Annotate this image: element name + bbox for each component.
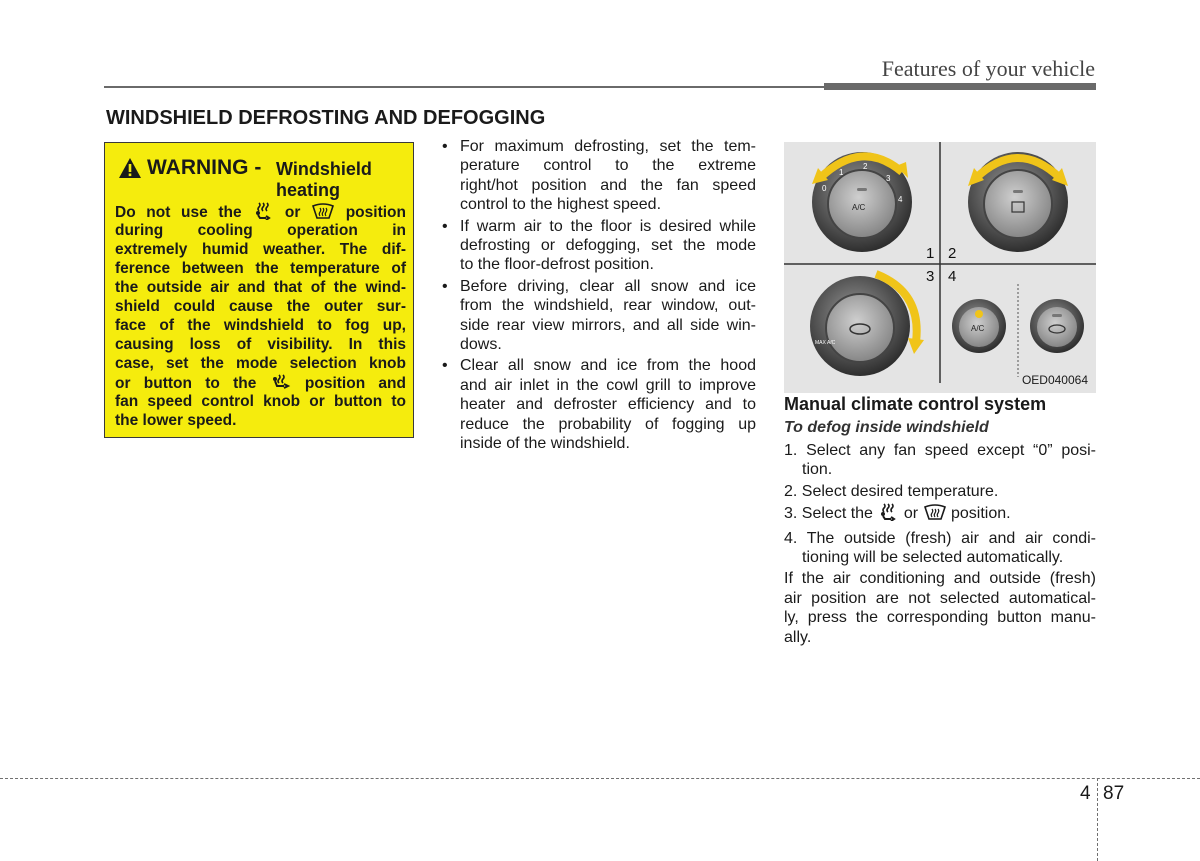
defrost-icon — [923, 503, 947, 526]
step-line: 1. Select any fan speed except “0” posi- — [784, 442, 1096, 459]
max-ac-label: MAX A/C — [815, 340, 836, 346]
warning-line: face of the windshield to fog up, — [115, 317, 406, 334]
knob-ac-label: A/C — [852, 203, 866, 212]
bullet-line: side rear view mirrors, and all side win- — [460, 316, 756, 334]
warning-subtitle: Windshield — [276, 159, 372, 179]
bullet-item: • Clear all snow and ice from the hood and air inlet in the cowl grill to improve heater and defroster efficiency and to reduce the probability of fogging up inside of the windshield. — [442, 357, 756, 453]
warning-line: shield could cause the outer sur- — [115, 298, 406, 315]
warning-line: causing loss of visibility. In this — [115, 336, 406, 353]
step-line: tioning will be selected automatically. — [802, 549, 1064, 567]
note-line: air position are not selected automatical- — [784, 589, 1096, 607]
bullet-line: dows. — [460, 336, 502, 354]
bullet-line: Clear all snow and ice from the hood — [460, 357, 756, 375]
step-line: 4. The outside (fresh) air and air condi- — [784, 529, 1096, 547]
fan-tick-4: 4 — [898, 195, 903, 204]
footer-rule — [0, 778, 1200, 779]
warning-line — [115, 373, 406, 392]
climate-control-figure — [784, 142, 1096, 393]
fan-tick-0: 0 — [822, 184, 827, 193]
fan-tick-2: 2 — [863, 162, 868, 171]
bullet-item: • If warm air to the floor is desired while defrosting or defogging, set the mode to the floor-defrost position. — [442, 217, 756, 274]
step-item — [784, 441, 1096, 480]
defog-subheading: To defog inside windshield — [784, 419, 989, 436]
step-text: 3. Select the — [784, 505, 873, 523]
floor-defrost-icon — [877, 503, 899, 526]
warning-text-part: Do not use the — [115, 204, 242, 221]
fan-tick-1: 1 — [839, 168, 844, 177]
bullet-line: right/hot position and the fan speed — [460, 176, 756, 194]
climate-control-illustration — [784, 142, 1096, 393]
warning-line: the lower speed. — [115, 412, 237, 429]
warning-triangle-icon — [118, 157, 142, 179]
step-text: position. — [951, 505, 1011, 523]
step-item — [784, 529, 1096, 568]
bullet-line: perature control to the extreme — [460, 157, 756, 175]
page-number: 87 — [1103, 783, 1125, 804]
step-item: 2. Select desired temperature. — [784, 482, 999, 500]
instructions-bullets — [442, 137, 756, 456]
warning-subtitle-2: heating — [276, 180, 341, 200]
bullet-line: to the floor-defrost position. — [460, 256, 654, 274]
note-line: ly, press the corresponding button manu- — [784, 609, 1096, 627]
warning-text-part: or button to the — [115, 375, 257, 392]
note-line: If the air conditioning and outside (fresh) — [784, 570, 1096, 588]
step-text: or — [903, 505, 919, 523]
bullet-line: reduce the probability of fogging up — [460, 415, 756, 433]
manual-climate-heading: Manual climate control system — [784, 394, 1047, 414]
header-rule — [104, 86, 824, 88]
fan-tick-3: 3 — [886, 174, 891, 183]
button-ac-label: A/C — [971, 324, 985, 333]
bullet-line: If warm air to the floor is desired while — [460, 217, 756, 235]
chapter-number: 4 — [1080, 783, 1091, 804]
warning-line: the outside air and that of the wind- — [115, 279, 406, 296]
bullet-line: heater and defroster efficiency and to — [460, 396, 756, 414]
header-title: Features of your vehicle — [881, 56, 1095, 81]
warning-line: ference between the temperature of — [115, 260, 406, 277]
figure-label-1: 1 — [926, 245, 935, 262]
defog-steps — [784, 441, 1096, 647]
warning-line: case, set the mode selection knob — [115, 355, 406, 372]
warning-line: fan speed control knob or button to — [115, 393, 406, 410]
bullet-line: and air inlet in the cowl grill to improve — [460, 376, 756, 394]
footer-divider — [1097, 778, 1098, 861]
warning-word: WARNING - — [147, 156, 262, 179]
figure-label-4: 4 — [948, 268, 957, 285]
bullet-line: from the windshield, rear window, out- — [460, 297, 756, 315]
bullet-line: inside of the windshield. — [460, 435, 630, 453]
bullet-item: • For maximum defrosting, set the tem- perature control to the extreme right/hot position and the fan speed control to the highest speed. — [442, 138, 756, 214]
section-title: WINDSHIELD DEFROSTING AND DEFOGGING — [106, 107, 546, 129]
figure-code: OED040064 — [1021, 373, 1088, 387]
warning-box — [104, 142, 414, 438]
warning-text-part: position — [345, 204, 406, 221]
figure-label-3: 3 — [926, 268, 935, 285]
step-line: tion. — [802, 461, 833, 479]
header-rule-accent — [824, 83, 1096, 90]
warning-text — [115, 202, 406, 430]
figure-label-2: 2 — [948, 245, 957, 262]
warning-text-part: or — [284, 204, 301, 221]
warning-line: extremely humid weather. The dif- — [115, 241, 406, 258]
bullet-line: control to the highest speed. — [460, 196, 662, 214]
warning-text-part: position and — [304, 375, 406, 392]
note-line: ally. — [784, 628, 812, 646]
bullet-line: For maximum defrosting, set the tem- — [460, 138, 756, 155]
step-item — [784, 503, 1096, 526]
bullet-item: • Before driving, clear all snow and ice from the windshield, rear window, out- side rear view mirrors, and all side win- dows. — [442, 277, 756, 354]
warning-line: during cooling operation in — [115, 222, 406, 239]
warning-line — [115, 202, 406, 221]
bullet-line: Before driving, clear all snow and ice — [460, 277, 756, 295]
bullet-line: defrosting or defogging, set the mode — [460, 237, 756, 255]
defog-note — [784, 569, 1096, 647]
